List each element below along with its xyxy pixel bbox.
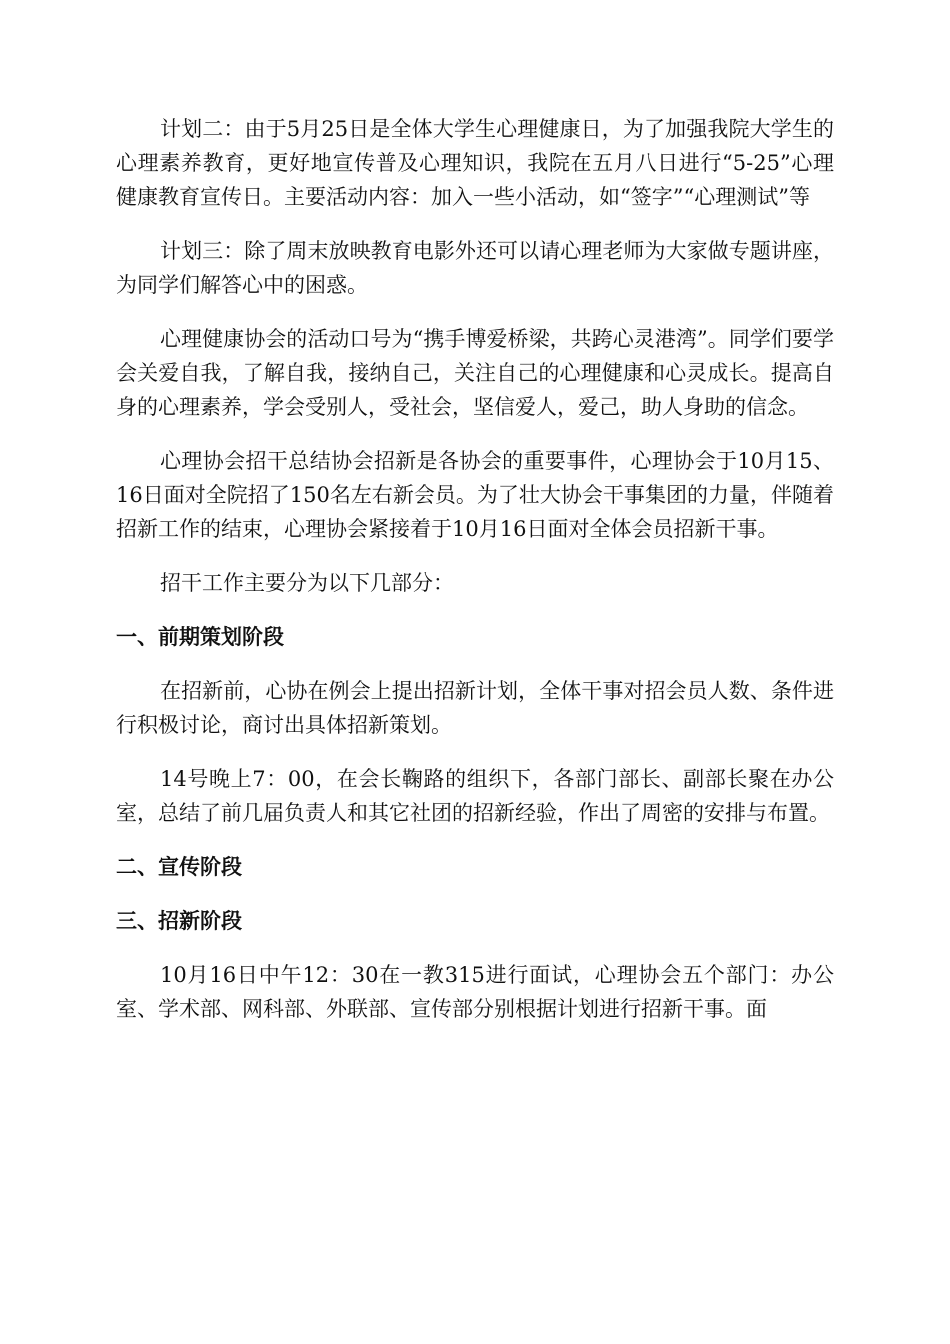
paragraph-slogan: 心理健康协会的活动口号为“携手博爱桥梁，共跨心灵港湾”。同学们要学会关爱自我，了解自我，接纳自己，关注自己的心理健康和心灵成长。提高自身的心理素养，学会受别人，受社会，坚信爱人，爱己，助人身助的信念。 <box>116 327 834 419</box>
heading-publicity-stage: 二、宣传阶段 <box>116 855 242 879</box>
heading-planning-stage: 一、前期策划阶段 <box>116 625 284 649</box>
paragraph-recruitment-summary: 心理协会招干总结协会招新是各协会的重要事件，心理协会于10月15、16日面对全院招了150名左右新会员。为了壮大协会干事集团的力量，伴随着招新工作的结束，心理协会紧接着于10月16日面对全体会员招新干事。 <box>116 449 834 541</box>
paragraph-before-recruitment: 在招新前，心协在例会上提出招新计划，全体干事对招会员人数、条件进行积极讨论，商讨出具体招新策划。 <box>116 679 834 737</box>
paragraph-evening-meeting: 14号晚上7：00，在会长鞠路的组织下，各部门部长、副部长聚在办公室，总结了前几届负责人和其它社团的招新经验，作出了周密的安排与布置。 <box>116 767 834 825</box>
paragraph-interview: 10月16日中午12：30在一教315进行面试，心理协会五个部门：办公室、学术部、网科部、外联部、宣传部分别根据计划进行招新干事。面 <box>116 963 834 1021</box>
paragraph-plan-three: 计划三：除了周末放映教育电影外还可以请心理老师为大家做专题讲座，为同学们解答心中的困惑。 <box>116 239 834 297</box>
paragraph-plan-two: 计划二：由于5月25日是全体大学生心理健康日，为了加强我院大学生的心理素养教育，更好地宣传普及心理知识，我院在五月八日进行“5-25”心理健康教育宣传日。主要活动内容：加入一些小活动，如“签字”“心理测试”等 <box>116 117 834 209</box>
heading-recruitment-stage: 三、招新阶段 <box>116 909 242 933</box>
paragraph-work-parts: 招干工作主要分为以下几部分： <box>160 571 454 595</box>
document-body <box>116 112 834 1046</box>
